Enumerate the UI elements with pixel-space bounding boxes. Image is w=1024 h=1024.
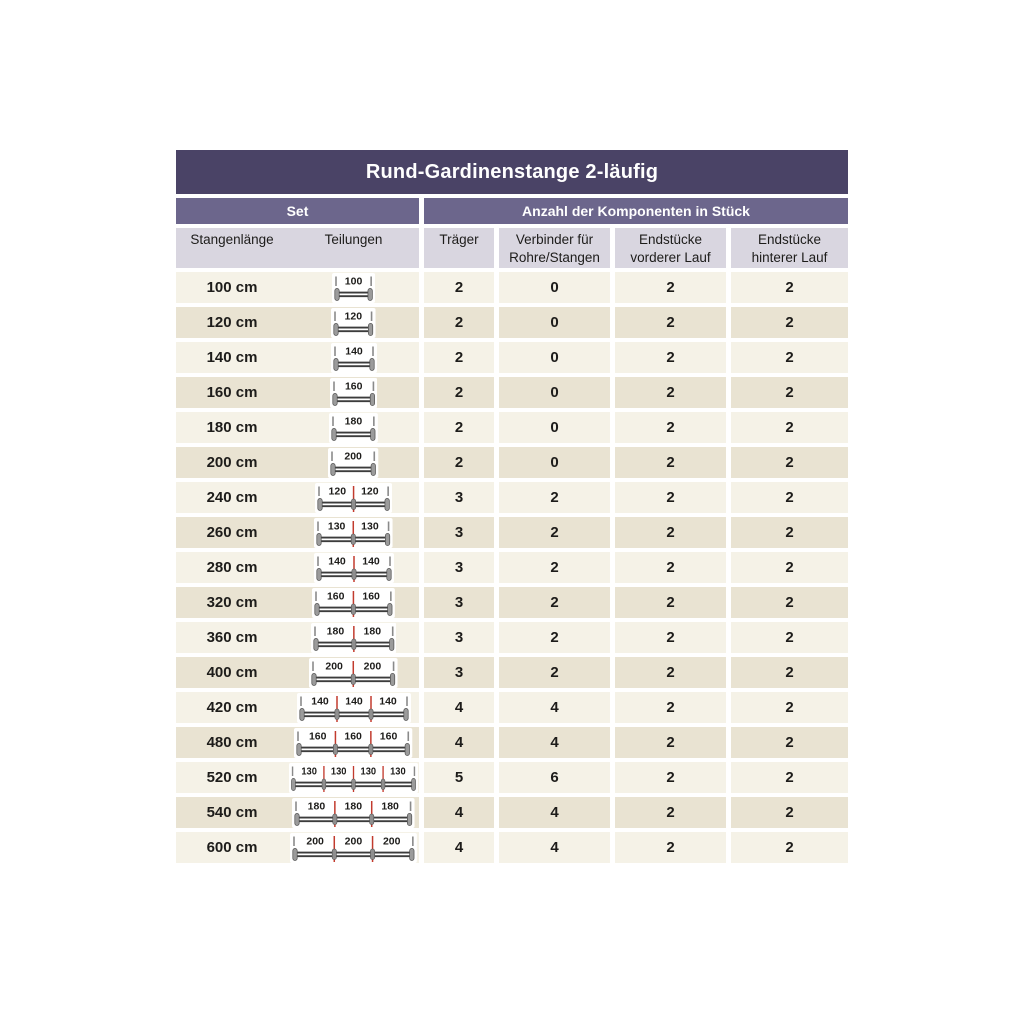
table-row <box>176 762 848 793</box>
traeger-count: 3 <box>424 657 494 688</box>
end-front-count: 2 <box>615 727 726 758</box>
rod-length-value: 180 cm <box>206 419 258 436</box>
end-front-count: 2 <box>615 762 726 793</box>
rod-divisions-icon <box>288 658 419 688</box>
rod-divisions-icon <box>288 728 419 758</box>
rod-length-value: 600 cm <box>206 839 258 856</box>
group-header-set: Set <box>176 198 419 224</box>
traeger-count: 3 <box>424 482 494 513</box>
svg-text:160: 160 <box>362 590 380 603</box>
verbinder-count: 0 <box>499 307 610 338</box>
rod-divisions-icon <box>288 798 419 828</box>
end-front-count: 2 <box>615 622 726 653</box>
rod-divisions-icon <box>288 588 419 618</box>
table-row <box>176 657 848 688</box>
table-row <box>176 447 848 478</box>
svg-text:200: 200 <box>306 835 324 848</box>
rod-length-value: 120 cm <box>206 314 258 331</box>
svg-text:140: 140 <box>344 345 363 357</box>
verbinder-count: 2 <box>499 482 610 513</box>
rod-length-value: 320 cm <box>206 594 258 611</box>
svg-text:130: 130 <box>360 765 377 778</box>
rod-divisions-icon <box>288 693 419 723</box>
end-rear-count: 2 <box>731 412 848 443</box>
end-front-count: 2 <box>615 797 726 828</box>
verbinder-count: 2 <box>499 587 610 618</box>
traeger-count: 3 <box>424 587 494 618</box>
end-front-count: 2 <box>615 412 726 443</box>
svg-text:200: 200 <box>344 450 363 463</box>
table-title: Rund-Gardinenstange 2-läufig <box>365 160 659 183</box>
svg-text:180: 180 <box>344 415 363 428</box>
rod-divisions-icon <box>288 273 419 303</box>
end-rear-count: 2 <box>731 657 848 688</box>
set-cell <box>176 587 419 618</box>
set-cell <box>176 762 419 793</box>
set-cell <box>176 622 419 653</box>
set-cell <box>176 657 419 688</box>
end-rear-count: 2 <box>731 587 848 618</box>
verbinder-count: 0 <box>499 272 610 303</box>
set-cell <box>176 307 419 338</box>
rod-divisions-icon <box>288 483 419 513</box>
set-cell <box>176 727 419 758</box>
svg-text:200: 200 <box>325 660 344 673</box>
end-rear-count: 2 <box>731 272 848 303</box>
column-header-set-group <box>176 228 419 268</box>
traeger-count: 5 <box>424 762 494 793</box>
rod-length-value: 480 cm <box>206 734 258 751</box>
table-row <box>176 517 848 548</box>
rod-divisions-icon <box>288 763 419 793</box>
verbinder-count: 2 <box>499 657 610 688</box>
group-header-components: Anzahl der Komponenten in Stück <box>424 198 848 224</box>
verbinder-count: 4 <box>499 832 610 863</box>
verbinder-count: 2 <box>499 552 610 583</box>
rod-divisions-icon <box>288 378 419 408</box>
table-row <box>176 272 848 303</box>
svg-text:180: 180 <box>344 800 363 813</box>
set-cell <box>176 412 419 443</box>
table-row <box>176 622 848 653</box>
svg-text:160: 160 <box>380 730 398 743</box>
table-row <box>176 307 848 338</box>
table-title-bar <box>176 150 848 194</box>
end-rear-count: 2 <box>731 517 848 548</box>
set-cell <box>176 272 419 303</box>
rod-length-value: 420 cm <box>206 699 258 716</box>
end-front-count: 2 <box>615 342 726 373</box>
traeger-count: 2 <box>424 342 494 373</box>
table-body <box>176 272 848 863</box>
set-cell <box>176 377 419 408</box>
end-rear-count: 2 <box>731 622 848 653</box>
traeger-count: 4 <box>424 727 494 758</box>
svg-text:140: 140 <box>327 555 346 567</box>
column-header-teilungen: Teilungen <box>324 232 383 247</box>
svg-text:120: 120 <box>344 310 363 323</box>
svg-text:130: 130 <box>390 765 406 778</box>
end-rear-count: 2 <box>731 552 848 583</box>
table-row <box>176 377 848 408</box>
verbinder-count: 4 <box>499 727 610 758</box>
rod-length-value: 240 cm <box>206 489 258 506</box>
svg-text:180: 180 <box>307 800 326 813</box>
svg-text:130: 130 <box>328 520 346 533</box>
set-cell <box>176 482 419 513</box>
svg-text:100: 100 <box>344 275 363 288</box>
rod-length-value: 100 cm <box>206 279 258 296</box>
rod-length-value: 280 cm <box>206 559 258 576</box>
verbinder-count: 0 <box>499 342 610 373</box>
svg-text:120: 120 <box>328 485 346 498</box>
rod-divisions-icon <box>288 553 419 583</box>
end-front-count: 2 <box>615 657 726 688</box>
rod-length-value: 200 cm <box>206 454 258 471</box>
rod-length-value: 400 cm <box>206 664 258 681</box>
table-row <box>176 587 848 618</box>
end-front-count: 2 <box>615 307 726 338</box>
end-front-count: 2 <box>615 482 726 513</box>
svg-text:130: 130 <box>301 765 317 778</box>
traeger-count: 3 <box>424 622 494 653</box>
set-cell <box>176 552 419 583</box>
column-header-row <box>176 228 848 268</box>
svg-text:160: 160 <box>344 380 363 393</box>
end-front-count: 2 <box>615 517 726 548</box>
svg-text:160: 160 <box>344 730 363 743</box>
svg-text:180: 180 <box>326 625 344 638</box>
set-cell <box>176 447 419 478</box>
rod-divisions-icon <box>288 833 419 863</box>
end-rear-count: 2 <box>731 727 848 758</box>
rod-length-value: 160 cm <box>206 384 258 401</box>
rod-length-value: 520 cm <box>206 769 258 786</box>
svg-text:140: 140 <box>378 695 397 707</box>
column-header-traeger: Träger <box>424 228 494 268</box>
end-rear-count: 2 <box>731 832 848 863</box>
column-header-endstuecke-vorderer-lauf: Endstücke vorderer Lauf <box>615 228 726 268</box>
rod-divisions-icon <box>288 448 419 478</box>
verbinder-count: 2 <box>499 622 610 653</box>
verbinder-count: 2 <box>499 517 610 548</box>
svg-text:180: 180 <box>363 625 381 638</box>
rod-divisions-icon <box>288 623 419 653</box>
column-header-endstuecke-hinterer-lauf: Endstücke hinterer Lauf <box>731 228 848 268</box>
table-row <box>176 552 848 583</box>
table-row <box>176 342 848 373</box>
table-row <box>176 727 848 758</box>
table-row <box>176 412 848 443</box>
verbinder-count: 0 <box>499 447 610 478</box>
svg-text:200: 200 <box>363 660 382 673</box>
column-header-verbinder: Verbinder für Rohre/Stangen <box>499 228 610 268</box>
set-cell <box>176 692 419 723</box>
traeger-count: 2 <box>424 447 494 478</box>
end-front-count: 2 <box>615 692 726 723</box>
svg-text:180: 180 <box>381 800 400 813</box>
rod-divisions-icon <box>288 308 419 338</box>
traeger-count: 2 <box>424 272 494 303</box>
set-cell <box>176 517 419 548</box>
end-rear-count: 2 <box>731 447 848 478</box>
end-front-count: 2 <box>615 552 726 583</box>
end-rear-count: 2 <box>731 377 848 408</box>
end-front-count: 2 <box>615 447 726 478</box>
svg-text:140: 140 <box>310 695 329 707</box>
end-front-count: 2 <box>615 587 726 618</box>
traeger-count: 2 <box>424 412 494 443</box>
rod-length-value: 360 cm <box>206 629 258 646</box>
rod-length-value: 540 cm <box>206 804 258 821</box>
svg-text:140: 140 <box>361 555 380 567</box>
rod-length-value: 140 cm <box>206 349 258 366</box>
verbinder-count: 4 <box>499 797 610 828</box>
verbinder-count: 0 <box>499 377 610 408</box>
verbinder-count: 0 <box>499 412 610 443</box>
svg-text:130: 130 <box>330 765 347 778</box>
svg-text:200: 200 <box>383 835 401 848</box>
product-spec-table <box>176 0 848 863</box>
set-cell <box>176 797 419 828</box>
svg-text:140: 140 <box>344 695 363 707</box>
group-header-row <box>176 198 848 224</box>
svg-text:160: 160 <box>309 730 327 743</box>
end-rear-count: 2 <box>731 307 848 338</box>
traeger-count: 2 <box>424 307 494 338</box>
traeger-count: 4 <box>424 692 494 723</box>
svg-text:130: 130 <box>361 520 379 533</box>
table-row <box>176 832 848 863</box>
traeger-count: 4 <box>424 797 494 828</box>
set-cell <box>176 342 419 373</box>
traeger-count: 3 <box>424 552 494 583</box>
end-rear-count: 2 <box>731 342 848 373</box>
rod-divisions-icon <box>288 518 419 548</box>
end-rear-count: 2 <box>731 797 848 828</box>
table-row <box>176 797 848 828</box>
traeger-count: 4 <box>424 832 494 863</box>
rod-divisions-icon <box>288 343 419 373</box>
verbinder-count: 4 <box>499 692 610 723</box>
svg-text:160: 160 <box>327 590 345 603</box>
table-row <box>176 482 848 513</box>
end-front-count: 2 <box>615 377 726 408</box>
end-front-count: 2 <box>615 832 726 863</box>
rod-length-value: 260 cm <box>206 524 258 541</box>
end-rear-count: 2 <box>731 762 848 793</box>
verbinder-count: 6 <box>499 762 610 793</box>
column-header-stangenlaenge: Stangenlänge <box>190 232 274 247</box>
end-front-count: 2 <box>615 272 726 303</box>
rod-divisions-icon <box>288 413 419 443</box>
end-rear-count: 2 <box>731 692 848 723</box>
svg-text:120: 120 <box>361 485 379 498</box>
end-rear-count: 2 <box>731 482 848 513</box>
traeger-count: 3 <box>424 517 494 548</box>
table-row <box>176 692 848 723</box>
set-cell <box>176 832 419 863</box>
svg-text:200: 200 <box>344 835 363 848</box>
traeger-count: 2 <box>424 377 494 408</box>
